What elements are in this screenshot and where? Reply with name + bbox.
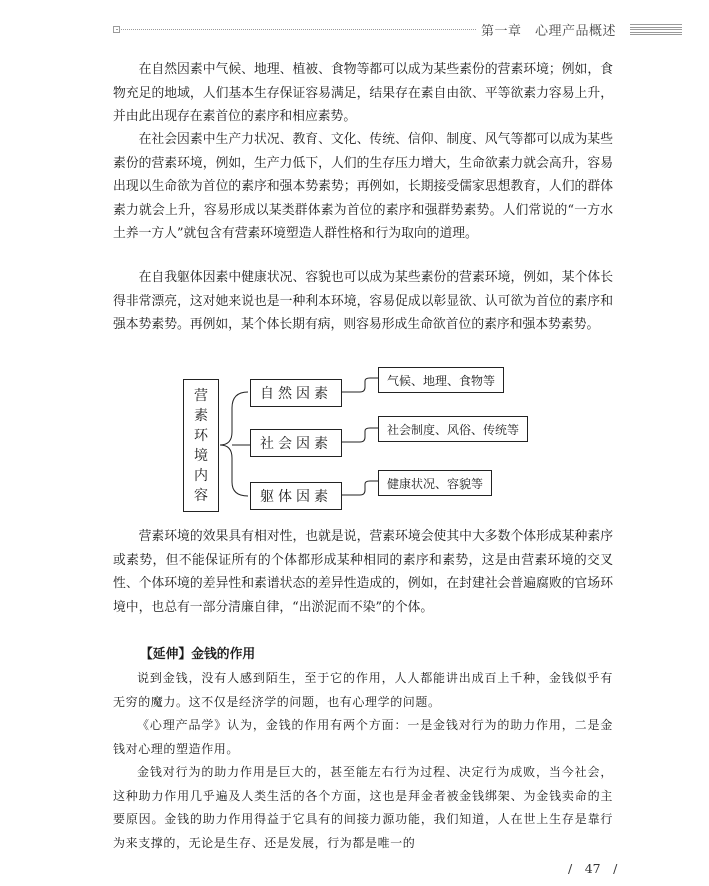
root-char: 境 <box>194 447 208 464</box>
factor-social-box: 社会因素 <box>250 429 342 457</box>
chapter-header-title: 第一章 心理产品概述 <box>481 24 617 39</box>
detail-natural-box: 气候、地理、食物等 <box>378 367 504 393</box>
extension-paragraph: 金钱对行为的助力作用是巨大的，甚至能左右行为过程、决定行为成败，当今社会，这种助力作用几乎遍及人类生活的各个方面，这也是拜金者被金钱绑架、为金钱卖命的主要原因。金钱的助力作用得益于它具有的间接力源功能，我们知道，人在世上生存是靠行为来支撑的，无论是生存、还是发展，行为都是唯一的 <box>113 765 613 850</box>
extension-paragraph: 说到金钱，没有人感到陌生，至于它的作用，人人都能讲出成百上千种，金钱似乎有无穷的魔力。这不仅是经济学的问题，也有心理学的问题。 <box>113 671 613 709</box>
factor-body-box: 躯体因素 <box>250 482 342 510</box>
root-char: 容 <box>194 487 208 504</box>
detail-body-box: 健康状况、容貌等 <box>378 470 492 496</box>
root-char: 素 <box>194 407 208 424</box>
paragraph-natural-factors: 在自然因素中气候、地理、植被、食物等都可以成为某些素份的营素环境；例如，食物充足的地域，人们基本生存保证容易满足，结果存在素自由欲、平等欲素力容易上升，并由此出现存在素首位的素序和相应素势。 <box>113 62 613 124</box>
root-char: 环 <box>194 427 208 444</box>
extension-paragraph: 《心理产品学》认为，金钱的作用有两个方面：一是金钱对行为的助力作用，二是金钱对心理的塑造作用。 <box>113 718 613 756</box>
root-char: 营 <box>194 387 208 404</box>
root-char: 内 <box>194 467 208 484</box>
extension-heading: 【延伸】金钱的作用 <box>140 647 256 662</box>
diagram-root-box <box>183 379 219 512</box>
page-number: / 47 / <box>568 861 618 876</box>
factor-natural-box: 自然因素 <box>250 379 342 407</box>
paragraph-body-factors: 在自我躯体因素中健康状况、容貌也可以成为某些素份的营素环境，例如，某个体长得非常漂亮，这对她来说也是一种利本环境，容易促成以彰显欲、认可欲为首位的素序和强本势素势。再例如，某个体长期有病，则容易形成生命欲首位的素序和强本势素势。 <box>113 270 613 332</box>
paragraph-social-factors: 在社会因素中生产力状况、教育、文化、传统、信仰、制度、风气等都可以成为某些素份的营素环境，例如，生产力低下，人们的生存压力增大，生命欲素力就会高升，容易出现以生命欲为首位的素序和强本势素势；再例如，长期接受儒家思想教育，人们的群体素力就会上升，容易形成以某类群体素为首位的素序和强群势素势。人们常说的“一方水土养一方人”就包含有营素环境塑造人群性格和行为取向的道理。 <box>113 132 613 241</box>
detail-social-box: 社会制度、风俗、传统等 <box>378 416 528 442</box>
paragraph-relativity: 营素环境的效果具有相对性，也就是说，营素环境会使其中大多数个体形成某种素序或素势，但不能保证所有的个体都形成某种相同的素序和素势，这是由营素环境的交叉性、个体环境的差异性和素谱状态的差异性造成的，例如，在封建社会普遍腐败的官场环境中，也总有一部分清廉自律，“出淤泥而不染”的个体。 <box>113 529 613 615</box>
